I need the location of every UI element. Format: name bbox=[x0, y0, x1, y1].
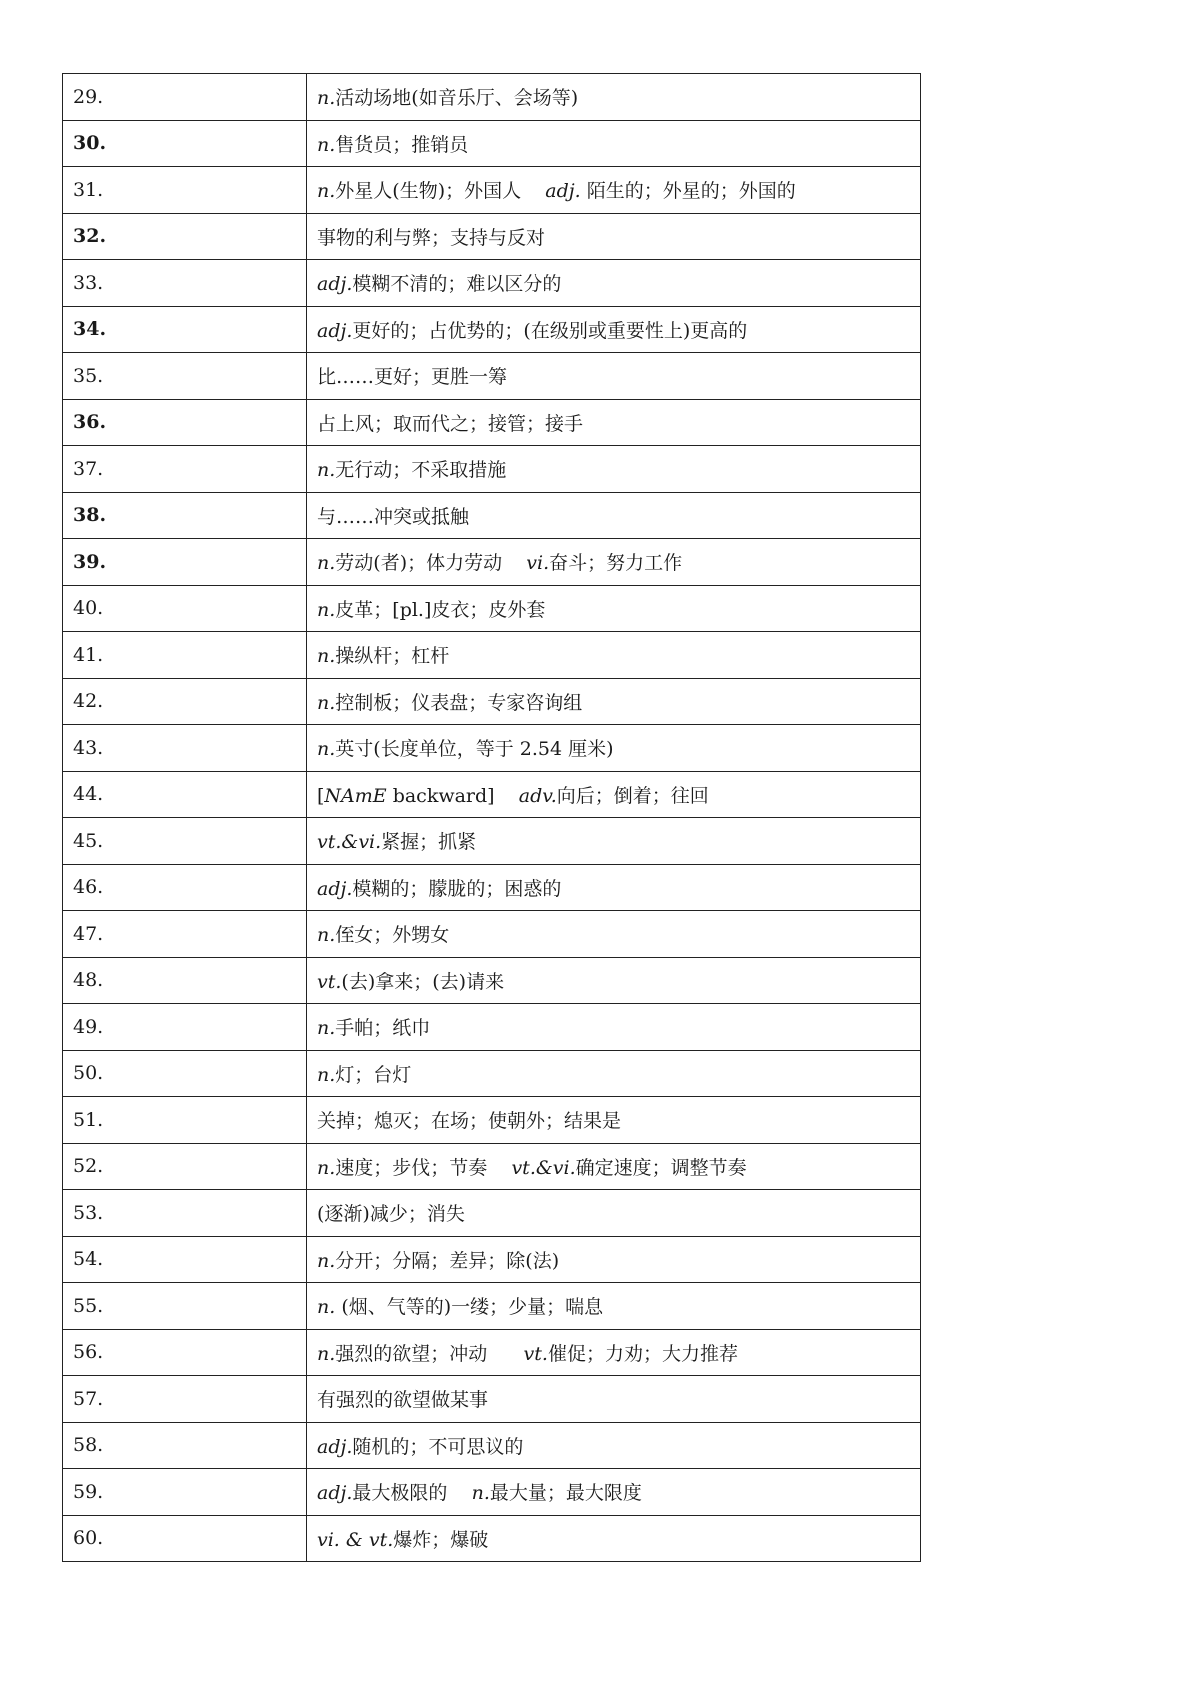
row-number-cell bbox=[63, 1422, 307, 1469]
row-number: 30. bbox=[73, 132, 107, 155]
definition-text: 向后；倒着；往回 bbox=[556, 784, 709, 807]
table-row bbox=[63, 399, 921, 446]
part-of-speech: n. bbox=[317, 1249, 336, 1272]
row-number: 43. bbox=[73, 736, 104, 759]
row-number-cell bbox=[63, 1143, 307, 1190]
definition-text: 外星人(生物)；外国人 bbox=[335, 180, 546, 203]
definition-cell bbox=[307, 678, 921, 725]
table-row bbox=[63, 1004, 921, 1051]
definition-text: [ bbox=[317, 784, 325, 807]
table-row bbox=[63, 120, 921, 167]
table-row bbox=[63, 74, 921, 121]
row-number: 39. bbox=[73, 550, 107, 573]
table-row bbox=[63, 818, 921, 865]
definition-cell bbox=[307, 1376, 921, 1423]
definition-text: 爆炸；爆破 bbox=[393, 1528, 489, 1551]
row-number-cell bbox=[63, 446, 307, 493]
table-row bbox=[63, 1329, 921, 1376]
definition-cell bbox=[307, 585, 921, 632]
part-of-speech: n. bbox=[317, 924, 336, 947]
row-number: 38. bbox=[73, 504, 107, 527]
table-row bbox=[63, 957, 921, 1004]
definition-text: 占上风；取而代之；接管；接手 bbox=[317, 412, 584, 435]
table-row bbox=[63, 539, 921, 586]
definition-cell bbox=[307, 399, 921, 446]
definition-text: 皮革；[pl.]皮衣；皮外套 bbox=[335, 598, 546, 621]
definition-text: 手帕；纸巾 bbox=[335, 1017, 431, 1040]
table-row bbox=[63, 1422, 921, 1469]
definition-cell bbox=[307, 725, 921, 772]
definition-text: 控制板；仪表盘；专家咨询组 bbox=[335, 691, 583, 714]
definition-text: (去)拿来；(去)请来 bbox=[341, 970, 505, 993]
definition-cell bbox=[307, 492, 921, 539]
part-of-speech: n. bbox=[317, 738, 336, 761]
table-row bbox=[63, 585, 921, 632]
row-number: 42. bbox=[73, 690, 104, 713]
definition-text: 紧握；抓紧 bbox=[381, 831, 477, 854]
row-number-cell bbox=[63, 585, 307, 632]
part-of-speech: vt. bbox=[317, 970, 342, 993]
row-number: 51. bbox=[73, 1108, 104, 1131]
definition-text: 更好的；占优势的；(在级别或重要性上)更高的 bbox=[352, 319, 748, 342]
definition-cell bbox=[307, 1190, 921, 1237]
row-number: 32. bbox=[73, 225, 107, 248]
part-of-speech: n. bbox=[317, 598, 336, 621]
definition-cell bbox=[307, 74, 921, 121]
row-number-cell bbox=[63, 1329, 307, 1376]
part-of-speech: n. bbox=[317, 1063, 336, 1086]
definition-text: (烟、气等的)一缕；少量；喘息 bbox=[335, 1296, 604, 1319]
table-row bbox=[63, 911, 921, 958]
table-row bbox=[63, 492, 921, 539]
definition-text: 侄女；外甥女 bbox=[335, 924, 450, 947]
part-of-speech: vt. bbox=[523, 1342, 548, 1365]
part-of-speech: adj. bbox=[317, 1435, 353, 1458]
row-number: 50. bbox=[73, 1062, 104, 1085]
table-row bbox=[63, 213, 921, 260]
vocabulary-table-body bbox=[63, 74, 921, 1562]
table-row bbox=[63, 771, 921, 818]
row-number-cell bbox=[63, 1097, 307, 1144]
table-row bbox=[63, 1283, 921, 1330]
part-of-speech: n. bbox=[471, 1482, 490, 1505]
definition-text: 陌生的；外星的；外国的 bbox=[580, 180, 796, 203]
row-number-cell bbox=[63, 492, 307, 539]
row-number: 59. bbox=[73, 1480, 104, 1503]
table-row bbox=[63, 1376, 921, 1423]
definition-cell bbox=[307, 1143, 921, 1190]
definition-cell bbox=[307, 1050, 921, 1097]
row-number: 29. bbox=[73, 85, 104, 108]
row-number: 36. bbox=[73, 411, 107, 434]
definition-cell bbox=[307, 306, 921, 353]
row-number-cell bbox=[63, 1190, 307, 1237]
part-of-speech: adj. bbox=[317, 1482, 353, 1505]
row-number-cell bbox=[63, 1236, 307, 1283]
row-number-cell bbox=[63, 167, 307, 214]
row-number-cell bbox=[63, 539, 307, 586]
definition-cell bbox=[307, 911, 921, 958]
definition-text: 强烈的欲望；冲动 bbox=[335, 1342, 524, 1365]
part-of-speech: adj. bbox=[317, 273, 353, 296]
row-number-cell bbox=[63, 1283, 307, 1330]
table-row bbox=[63, 1050, 921, 1097]
part-of-speech: adv. bbox=[518, 784, 557, 807]
row-number-cell bbox=[63, 399, 307, 446]
row-number-cell bbox=[63, 632, 307, 679]
definition-text: 无行动；不采取措施 bbox=[335, 459, 507, 482]
definition-text: 操纵杆；杠杆 bbox=[335, 645, 450, 668]
definition-cell bbox=[307, 260, 921, 307]
table-row bbox=[63, 167, 921, 214]
row-number: 31. bbox=[73, 178, 104, 201]
table-row bbox=[63, 1190, 921, 1237]
part-of-speech: n. bbox=[317, 459, 336, 482]
table-row bbox=[63, 1097, 921, 1144]
row-number-cell bbox=[63, 353, 307, 400]
part-of-speech: vi. & vt. bbox=[317, 1528, 394, 1551]
part-of-speech: n. bbox=[317, 1156, 336, 1179]
definition-text: 活动场地(如音乐厅、会场等) bbox=[335, 87, 579, 110]
row-number-cell bbox=[63, 818, 307, 865]
definition-cell bbox=[307, 632, 921, 679]
definition-text: 劳动(者)；体力劳动 bbox=[335, 552, 527, 575]
row-number-cell bbox=[63, 260, 307, 307]
row-number: 49. bbox=[73, 1015, 104, 1038]
definition-cell bbox=[307, 1469, 921, 1516]
part-of-speech: vt.&vi. bbox=[511, 1156, 576, 1179]
row-number: 48. bbox=[73, 969, 104, 992]
part-of-speech: n. bbox=[317, 180, 336, 203]
definition-text: (逐渐)减少；消失 bbox=[317, 1203, 465, 1226]
table-row bbox=[63, 1236, 921, 1283]
part-of-speech: vi. bbox=[526, 552, 550, 575]
row-number-cell bbox=[63, 1469, 307, 1516]
definition-cell bbox=[307, 1515, 921, 1562]
definition-cell bbox=[307, 1422, 921, 1469]
row-number: 44. bbox=[73, 783, 104, 806]
definition-cell bbox=[307, 1236, 921, 1283]
row-number-cell bbox=[63, 306, 307, 353]
definition-text: 有强烈的欲望做某事 bbox=[317, 1389, 489, 1412]
table-row bbox=[63, 446, 921, 493]
table-row bbox=[63, 864, 921, 911]
definition-cell bbox=[307, 167, 921, 214]
row-number: 45. bbox=[73, 829, 104, 852]
definition-text: 事物的利与弊；支持与反对 bbox=[317, 226, 546, 249]
definition-cell bbox=[307, 864, 921, 911]
part-of-speech: adj. bbox=[545, 180, 581, 203]
part-of-speech: n. bbox=[317, 552, 336, 575]
definition-text: 关掉；熄灭；在场；使朝外；结果是 bbox=[317, 1110, 622, 1133]
part-of-speech: n. bbox=[317, 645, 336, 668]
definition-text: 模糊的；朦胧的；困惑的 bbox=[352, 877, 562, 900]
definition-text: 催促；力劝；大力推荐 bbox=[547, 1342, 738, 1365]
definition-text: 随机的；不可思议的 bbox=[352, 1435, 524, 1458]
definition-text: 确定速度；调整节奏 bbox=[575, 1156, 747, 1179]
part-of-speech: n. bbox=[317, 1342, 336, 1365]
part-of-speech: NAmE bbox=[324, 784, 387, 807]
vocabulary-table bbox=[62, 73, 921, 1562]
row-number-cell bbox=[63, 678, 307, 725]
row-number: 33. bbox=[73, 271, 104, 294]
definition-cell bbox=[307, 120, 921, 167]
part-of-speech: vt.&vi. bbox=[317, 831, 382, 854]
definition-text: 售货员；推销员 bbox=[335, 133, 469, 156]
table-row bbox=[63, 1143, 921, 1190]
row-number: 56. bbox=[73, 1341, 104, 1364]
table-row bbox=[63, 1515, 921, 1562]
definition-cell bbox=[307, 539, 921, 586]
row-number-cell bbox=[63, 1515, 307, 1562]
definition-cell bbox=[307, 1329, 921, 1376]
row-number: 47. bbox=[73, 922, 104, 945]
definition-text: 速度；步伐；节奏 bbox=[335, 1156, 512, 1179]
row-number-cell bbox=[63, 120, 307, 167]
definition-text: 最大量；最大限度 bbox=[489, 1482, 642, 1505]
row-number: 55. bbox=[73, 1294, 104, 1317]
row-number-cell bbox=[63, 1050, 307, 1097]
row-number-cell bbox=[63, 213, 307, 260]
definition-text: 比……更好；更胜一筹 bbox=[317, 366, 508, 389]
row-number: 41. bbox=[73, 643, 104, 666]
row-number-cell bbox=[63, 1004, 307, 1051]
row-number-cell bbox=[63, 1376, 307, 1423]
table-row bbox=[63, 678, 921, 725]
row-number: 54. bbox=[73, 1248, 104, 1271]
row-number-cell bbox=[63, 771, 307, 818]
definition-cell bbox=[307, 1097, 921, 1144]
row-number-cell bbox=[63, 74, 307, 121]
definition-text: 灯；台灯 bbox=[335, 1063, 412, 1086]
row-number-cell bbox=[63, 957, 307, 1004]
row-number: 46. bbox=[73, 876, 104, 899]
part-of-speech: n. bbox=[317, 691, 336, 714]
row-number: 57. bbox=[73, 1387, 104, 1410]
table-row bbox=[63, 1469, 921, 1516]
definition-text: backward] bbox=[386, 784, 519, 807]
part-of-speech: n. bbox=[317, 1017, 336, 1040]
table-row bbox=[63, 725, 921, 772]
table-row bbox=[63, 306, 921, 353]
definition-cell bbox=[307, 213, 921, 260]
row-number: 60. bbox=[73, 1527, 104, 1550]
part-of-speech: n. bbox=[317, 1296, 336, 1319]
definition-cell bbox=[307, 1004, 921, 1051]
definition-text: 奋斗；努力工作 bbox=[549, 552, 683, 575]
part-of-speech: adj. bbox=[317, 319, 353, 342]
row-number: 58. bbox=[73, 1434, 104, 1457]
definition-text: 英寸(长度单位，等于 2.54 厘米) bbox=[335, 738, 614, 761]
row-number: 53. bbox=[73, 1201, 104, 1224]
table-row bbox=[63, 260, 921, 307]
row-number-cell bbox=[63, 864, 307, 911]
part-of-speech: adj. bbox=[317, 877, 353, 900]
table-row bbox=[63, 353, 921, 400]
definition-cell bbox=[307, 818, 921, 865]
definition-text: 分开；分隔；差异；除(法) bbox=[335, 1249, 560, 1272]
part-of-speech: n. bbox=[317, 133, 336, 156]
definition-cell bbox=[307, 957, 921, 1004]
definition-cell bbox=[307, 353, 921, 400]
part-of-speech: n. bbox=[317, 87, 336, 110]
definition-cell bbox=[307, 1283, 921, 1330]
row-number: 37. bbox=[73, 457, 104, 480]
row-number: 52. bbox=[73, 1155, 104, 1178]
definition-text: 最大极限的 bbox=[352, 1482, 472, 1505]
definition-text: 与……冲突或抵触 bbox=[317, 505, 470, 528]
definition-cell bbox=[307, 771, 921, 818]
definition-text: 模糊不清的；难以区分的 bbox=[352, 273, 562, 296]
row-number-cell bbox=[63, 725, 307, 772]
row-number: 35. bbox=[73, 364, 104, 387]
row-number-cell bbox=[63, 911, 307, 958]
row-number: 34. bbox=[73, 318, 107, 341]
row-number: 40. bbox=[73, 597, 104, 620]
table-row bbox=[63, 632, 921, 679]
definition-cell bbox=[307, 446, 921, 493]
